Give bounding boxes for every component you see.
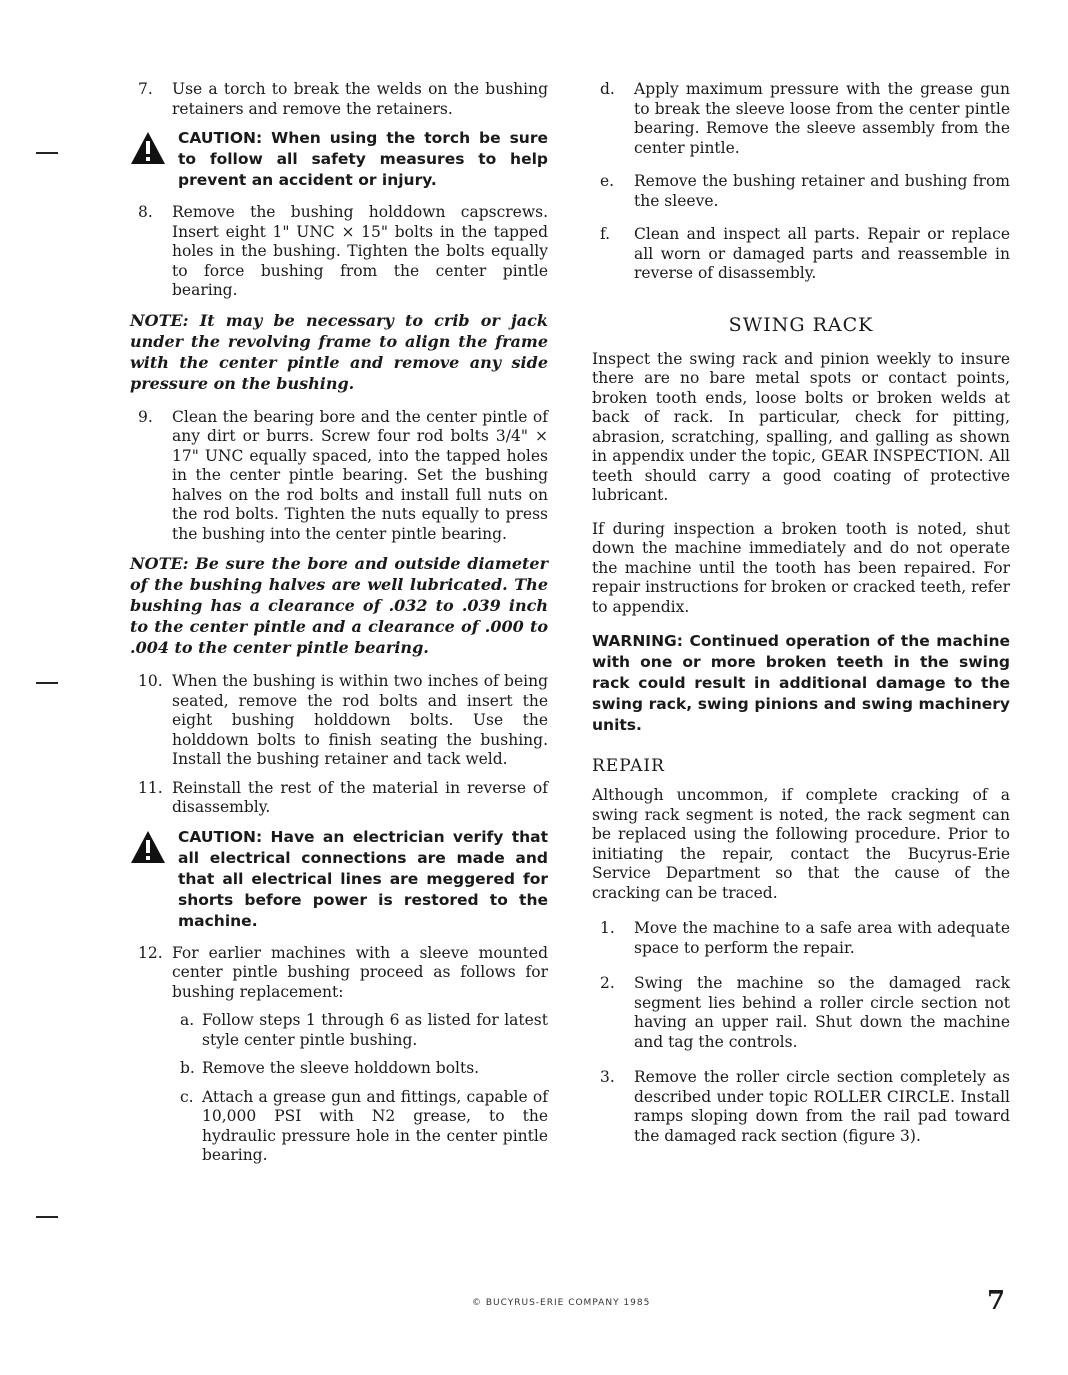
page-number: 7 bbox=[987, 1286, 1006, 1316]
substep-f bbox=[592, 225, 1010, 284]
step-number: 11. bbox=[138, 778, 163, 797]
paragraph-inspection: Inspect the swing rack and pinion weekly to insure there are no bare metal spots or contact points, broken tooth ends, loose bolts or broken welds at back of rack. In particular, check for pitting, abrasion, scratching, spalling, and galling as shown in appendix under the topic, GEAR INSPECTION. All teeth should carry a good coating of protective lubricant. bbox=[592, 349, 1010, 504]
caution-label: CAUTION: bbox=[178, 129, 263, 147]
step-number: 1. bbox=[600, 919, 615, 937]
substep-c bbox=[172, 1088, 548, 1166]
step-text: Use a torch to break the welds on the bushing retainers and remove the retainers. bbox=[172, 80, 548, 118]
repair-step-3 bbox=[592, 1068, 1010, 1146]
caution-label: CAUTION: bbox=[178, 827, 263, 846]
warning-broken-teeth: WARNING: Continued operation of the machine with one or more broken teeth in the swing rack could result in additional damage to the swing rack, swing pinions and swing machinery units. bbox=[592, 632, 1010, 734]
step-number: 7. bbox=[138, 80, 153, 98]
substep-b bbox=[172, 1059, 548, 1079]
caution-text: Have an electrician verify that all electrical connections are made and that all electrical lines are meggered for shorts before power is restored to the machine. bbox=[178, 827, 549, 930]
right-column bbox=[592, 80, 1010, 1155]
substep-e bbox=[592, 172, 1010, 211]
substep-text: Apply maximum pressure with the grease gun to break the sleeve loose from the center pintle bearing. Remove the sleeve assembly from the center pintle. bbox=[634, 80, 1010, 157]
left-column bbox=[130, 80, 548, 1175]
step-text: Reinstall the rest of the material in reverse of disassembly. bbox=[172, 778, 548, 816]
section-title-swing-rack: SWING RACK bbox=[728, 313, 874, 336]
substep-letter: e. bbox=[600, 172, 615, 190]
note-crib-jack: NOTE: It may be necessary to crib or jack under the revolving frame to align the frame with the center pintle and remove any side pressure on the bushing. bbox=[130, 310, 548, 393]
subsection-title-repair: REPAIR bbox=[592, 756, 665, 776]
caution-electrician bbox=[130, 827, 548, 932]
substep-text: Attach a grease gun and fittings, capable of 10,000 PSI with N2 grease, to the hydraulic pressure hole in the center pintle bearing. bbox=[202, 1087, 548, 1164]
step-number: 8. bbox=[138, 203, 153, 221]
step-text: For earlier machines with a sleeve mounted center pintle bushing proceed as follows for bushing replacement: bbox=[172, 943, 548, 1001]
substep-text: Clean and inspect all parts. Repair or replace all worn or damaged parts and reassemble in reverse of disassembly. bbox=[634, 225, 1010, 282]
caution-torch bbox=[130, 128, 548, 191]
substep-text: Follow steps 1 through 6 as listed for latest style center pintle bushing. bbox=[202, 1011, 548, 1049]
step-10 bbox=[130, 672, 548, 770]
substep-text: Remove the bushing retainer and bushing from the sleeve. bbox=[634, 172, 1010, 210]
substep-letter: a. bbox=[180, 1011, 195, 1029]
repair-step-1 bbox=[592, 919, 1010, 958]
substep-text: Remove the sleeve holddown bolts. bbox=[202, 1059, 480, 1077]
substep-a bbox=[172, 1011, 548, 1050]
paragraph-broken-tooth: If during inspection a broken tooth is noted, shut down the machine immediately and do not operate the machine until the tooth has been repaired. For repair instructions for broken or cracked teeth, refer to appendix. bbox=[592, 519, 1010, 616]
margin-mark bbox=[36, 1216, 58, 1218]
step-text: Remove the roller circle section completely as described under topic ROLLER CIRCLE. Install ramps sloping down from the rail pad toward the damaged rack section (figure 3). bbox=[634, 1068, 1010, 1145]
step-number: 3. bbox=[600, 1068, 615, 1086]
step-text: Remove the bushing holddown capscrews. Insert eight 1" UNC × 15" bolts in the tapped holes in the bushing. Tighten the bolts equally to force bushing from the center pintle bearing. bbox=[172, 203, 548, 299]
step-text: Clean the bearing bore and the center pintle of any dirt or burrs. Screw four rod bolts 3/4" × 17" UNC equally spaced, into the tapped holes in the center pintle bearing. Set the bushing halves on the rod bolts and install full nuts on the rod bolts. Tighten the nuts equally to press the bushing into the center pintle bearing. bbox=[172, 407, 548, 543]
margin-mark bbox=[36, 682, 58, 684]
step-8 bbox=[130, 203, 548, 301]
note-lubrication: NOTE: Be sure the bore and outside diameter of the bushing halves are well lubricated. The bushing has a clearance of .032 to .039 inch to the center pintle and a clearance of .000 to .004 to the center pintle bearing. bbox=[130, 554, 548, 657]
step-number: 9. bbox=[138, 407, 153, 426]
substep-letter: f. bbox=[600, 225, 611, 243]
step-number: 2. bbox=[600, 974, 615, 992]
warning-triangle-icon bbox=[130, 829, 166, 865]
warning-triangle-icon bbox=[130, 130, 166, 166]
substep-letter: b. bbox=[180, 1059, 195, 1077]
step-number: 12. bbox=[138, 943, 163, 962]
substep-letter: d. bbox=[600, 80, 615, 98]
copyright-notice: © BUCYRUS-ERIE COMPANY 1985 bbox=[472, 1298, 651, 1308]
step-text: Swing the machine so the damaged rack segment lies behind a roller circle section not having an upper rail. Shut down the machine and tag the controls. bbox=[634, 974, 1010, 1051]
caution-text: When using the torch be sure to follow all safety measures to help prevent an accident or injury. bbox=[178, 129, 548, 189]
repair-step-2 bbox=[592, 974, 1010, 1052]
step-text: When the bushing is within two inches of being seated, remove the rod bolts and insert the eight bushing holddown bolts. Use the holddown bolts to finish seating the bushing. Install the bushing retainer and tack weld. bbox=[172, 672, 548, 768]
step-12 bbox=[130, 944, 548, 1003]
step-11 bbox=[130, 779, 548, 818]
margin-mark bbox=[36, 152, 58, 154]
substep-letter: c. bbox=[180, 1087, 194, 1106]
step-number: 10. bbox=[138, 672, 163, 690]
substep-d bbox=[592, 80, 1010, 158]
paragraph-repair-intro: Although uncommon, if complete cracking of a swing rack segment is noted, the rack segment can be replaced using the following procedure. Prior to initiating the repair, contact the Bucyrus-Erie Service Department so that the cause of the cracking can be traced. bbox=[592, 786, 1010, 902]
step-7 bbox=[130, 80, 548, 119]
step-9 bbox=[130, 408, 548, 545]
step-text: Move the machine to a safe area with adequate space to perform the repair. bbox=[634, 919, 1010, 957]
